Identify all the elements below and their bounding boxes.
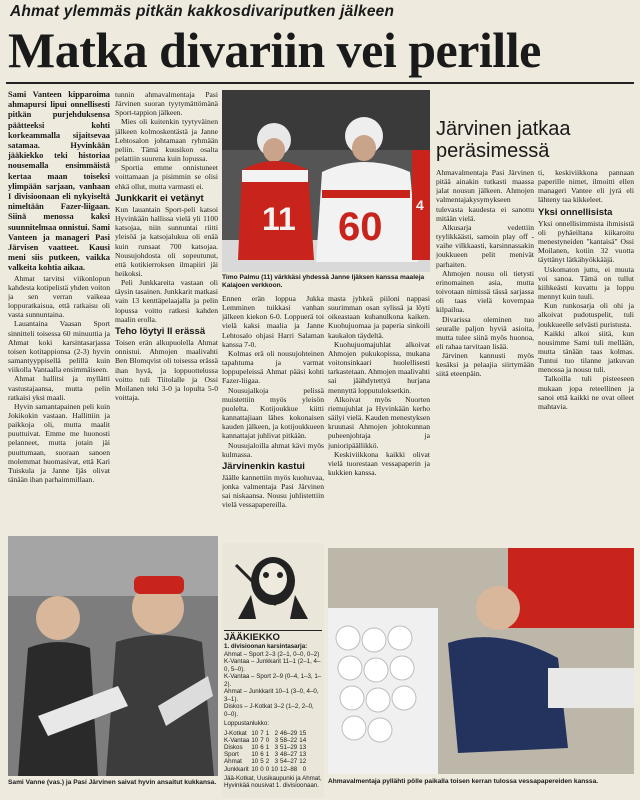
standings-cell: 3 — [274, 751, 279, 759]
two-men-with-flowers — [8, 536, 218, 776]
body-paragraph: Peli Junkkareita vastaan oli täysin tasainen. Junkkarit matkasi vain 13 kenttäpelaajalla ja pelin lopussa voitto ratkesi kahden maalin erolla. — [115, 278, 218, 324]
standings-row — [224, 766, 308, 773]
body-paragraph: Keskiviikkona kaikki olivat vielä tuorestaan vessapaperin ja kukkien kanssa. — [328, 449, 430, 477]
standings-cell: 0 — [265, 765, 270, 773]
body-paragraph: Hyvin samantapainen peli kuin Jokikokin vastaan. Hallittiin ja paikkoja oli, mutta maalit puuttuivat. Emme me huonosti pelanneet, mutta jotain jäi puuttumaan, suoraan sanoen molemmat huomasivat, että Kari Tuiskula ja Janne Ijäs olivat tänään ihan parhaimmillaan. — [8, 401, 110, 485]
body-paragraph: Toisen erän alkupuolella Ahmat onnistui. Ahmojen maalivahti Ben Blomqvist oli toisessa erässä ihan hyvä, ja loppuottelussa voitto tuli Tiitolalle ja Ossi Moilanen teki 3-0 ja lopulta 5-0 voittaja. — [115, 338, 218, 402]
standings-cell: 0 — [265, 736, 270, 744]
article-column-6 — [538, 168, 634, 546]
standings-cell: 15 — [299, 729, 307, 737]
standings-cell: 3 — [274, 743, 279, 751]
results-box — [222, 543, 324, 798]
body-paragraph: Ahmojen nousu oli tietysti erinomainen asia, mutta toivotaan nimissä tässä sarjassa oli taas vielä kovempaa kilpailua. — [436, 268, 534, 315]
box-title: JÄÄKIEKKO — [224, 630, 322, 643]
article-column-4 — [328, 294, 430, 544]
standings-cell: 10 — [251, 729, 259, 737]
standings-row — [224, 758, 308, 765]
standings-cell: 1 — [265, 729, 270, 737]
standings-cell: 0 — [260, 765, 264, 773]
result-line: Diskos – J-Kotkat 3–2 (1–2, 2–0, 0–0). — [224, 703, 314, 718]
headline: Matka divariin vei perille — [8, 22, 541, 78]
subheading: Teho löytyi II erässä — [115, 325, 206, 337]
photo-caption: Ahmavalmentaja pyllähti pölle paikalla toisen kerran tulossa vessapapereiden kanssa. — [328, 778, 599, 785]
result-line: K-Vantaa – Junkkarit 11–1 (2–1, 4–0, 5–0). — [224, 658, 321, 673]
photo-caption: Timo Palmu (11) värkkäsi yhdessä Janne Ijäksen kanssa maaleja Kalajoen verkkoon. — [222, 274, 425, 289]
standings-cell: 10 — [251, 758, 259, 766]
standings-cell: K-Vantaa — [224, 736, 250, 744]
hockey-players-illustration — [222, 90, 430, 272]
standings-cell: Sport — [224, 751, 239, 759]
standings-cell: 10 — [271, 765, 279, 773]
standings-cell: Junkkarit — [224, 765, 249, 773]
subheading: Yksi onnellisista — [538, 206, 613, 218]
result-line: K-Vantaa – Sport 2–9 (0–4, 1–3, 1–2). — [224, 673, 322, 688]
body-paragraph: Uskomaton juttu, ei muuta voi sanoa. Tämä on tullut kiihkeästi kuvattu ja loppu mennyt kuin tuuli. — [538, 264, 634, 302]
body-paragraph: Järvinen kannusti myös kesäksi ja pelaajia siirtymään siitä eteenpäin. — [436, 351, 534, 379]
body-paragraph: Sportia emme onnistuneet voittamaan ja pisimmin se olisi ehkä ollut, mutta varmasti ei. — [115, 163, 218, 191]
lead-paragraph: Sami Vanteen kipparoima ahmapursi lipui onnellisesti pitkän purjehduksensa päätteeksi kohti korkeammalla sijaitsevaa satamaa. Hyvinkään jääkiekko teki historiaa nousemalla ensimmäistä kertaa maan toiseksi ylimpään sarjaan, vanhaan I divisioonaan eli nykyiseltä nimeltään Fazer-liigaan. Siinä menossa kaksi suunnitelmaa onnistui. Sami Vanteen ja manageri Pasi Järvisen vaatteet. Kausi meni siis putkeen, vaikka valkeita kohtia aikaa. — [8, 90, 110, 273]
body-paragraph: Yksi onnellisimmista ihmisistä oli pyhäeiltana kiikaroitu menestyneiden "kantaisä" Ossi Moilanen, kotiin 32 vuotta täyttänyt lätkähyökkääjä. — [538, 218, 634, 265]
standings-cell: Diskos — [224, 743, 243, 751]
standings-cell: 10 — [251, 751, 259, 759]
body-paragraph: Talkoilla tuli pisteeseen mukaan jopa reteellinen ja sanoi että kaikki ne ovat olleet mahtavia. — [538, 374, 634, 411]
body-paragraph: Alkoivat myös Nuorten riemujuhlat ja Hyvinkään kerho säilyi vielä. Kauden menestyksen kruunasi Ahmojen johtokunnan puheenjohtaja ja junioripäällikkö. — [328, 394, 430, 450]
standings-cell: 12 — [299, 758, 307, 766]
body-paragraph: Kaikki alkoi siitä, kun nousimme Sami tuli mellään, mutta tänään taas kolmas. Tuntui tuo tilanne jatkuvan menossa ja nousu tuli. — [538, 328, 634, 375]
standings-cell: 13 — [299, 751, 307, 759]
standings-cell: 6 — [260, 743, 264, 751]
standings-cell: 10 — [251, 736, 259, 744]
body-paragraph: Alkusarja vedettiin tyylikkäästi, samoin play off -vaihe vilkkaasti, karsinnassakin joukkueen pelit menivät parhaiten. — [436, 222, 534, 269]
kicker: Ahmat ylemmäs pitkän kakkosdivariputken jälkeen — [10, 3, 395, 20]
standings-cell: 2 — [274, 729, 279, 737]
standings-cell: 46–29 — [280, 729, 298, 737]
standings-cell: 48–27 — [280, 751, 298, 759]
standings-cell: 1 — [265, 743, 270, 751]
standings-row — [224, 751, 308, 758]
subheading: Järvinenkin kastui — [222, 460, 305, 472]
body-paragraph: Lauantaina Vaasan Sport sinnitteli toisessa 60 minuuttia ja Ahmat koki karsintasarjassa toisen kotitappionsa (2-3) hyvin samantyyppisellä pelillä kuin viikolla Vantaalla ensimmäiseen. — [8, 319, 110, 375]
standings-cell: 54–27 — [280, 758, 298, 766]
standings-cell: J-Kotkat — [224, 729, 247, 737]
standings-row — [224, 730, 308, 737]
standings-row — [224, 737, 308, 744]
toilet-paper-photo — [328, 548, 634, 774]
body-paragraph: Kun runkosarja oli ohi ja alkoivat pudotuspelit, tuli joukkueelle selvästi puristusta. — [538, 301, 634, 329]
body-paragraph: Divarissa oleminen tuo seuralle paljon hyviä asioita, mutta tulee siinä myös huonoa, eli rahaa tarvitaan lisää. — [436, 314, 534, 351]
subheading: Junkkarit ei vetänyt — [115, 192, 204, 204]
hockey-mascot-icon — [226, 545, 320, 625]
body-paragraph: Nousujalkoja pelissä muistettiin myös yleisön puolelta. Kotijoukkue kiitti kannattajiaan lähes kokonaisen kauden jälkeen, ja kotijoukkueen kannattajat juhlivat pitkään. — [222, 385, 324, 441]
standings-cell: 5 — [260, 758, 264, 766]
celebration-photo — [8, 536, 218, 776]
standings-cell: 3 — [274, 758, 279, 766]
jersey-number: 4 — [416, 197, 424, 213]
headline-rule — [6, 82, 634, 84]
result-line: Ahmat – Junkkarit 10–1 (3–0, 4–0, 3–1). — [224, 688, 319, 703]
sidebar-headline: Järvinen jatkaa peräsimessä — [436, 118, 571, 162]
standings-cell: 14 — [299, 736, 307, 744]
box-footer: Jää-Kotkat, Uusikaupunki ja Ahmat, Hyvinkää nousivat 1. divisioonaan. — [224, 774, 322, 790]
standings-cell: 51–29 — [280, 743, 298, 751]
body-paragraph: Mies oli kuitenkin tyytyväinen jälkeen kolmoskentästä ja Janne Lehtosalon johtamaan ryhmään peliin. Tämä kuusikon osalta pelattiin suurena kuin lopussa. — [115, 117, 218, 164]
body-paragraph: Ahmavalmentaja Pasi Järvinen pitää ainakin tutkasti maassa jalat nousun jälkeen. Ahmojen valmentajakysymykseen tulevasta kaudesta ei sanottu mitään vielä. — [436, 168, 534, 223]
body-paragraph: Jäälle kannettiin myös kuohuvaa, jonka valmentaja Pasi Järvinen sai niskaansa. Nousu juhlistettiin vielä vessapapereilla. — [222, 472, 324, 510]
standings-cell: 3 — [274, 736, 279, 744]
standings-cell: 2 — [265, 758, 270, 766]
coach-with-toilet-paper — [328, 548, 634, 774]
standings-cell: 58–22 — [280, 736, 298, 744]
body-paragraph: Kolmas erä oli nousujohteinen tapahtuma ja varmat loppupeleissä Ahmat pääsi kohti Fazer-liigaa. — [222, 348, 324, 386]
article-column-3 — [222, 294, 324, 539]
body-paragraph: Nousujaloilla ahmat kävi myös kulmassa. — [222, 440, 324, 459]
article-column-5 — [436, 168, 534, 546]
jersey-number: 60 — [338, 205, 383, 249]
body-paragraph: Ahmat hallitsi ja myllätti vastustajaansa, mutta pelin ratkaisi yksi maali. — [8, 374, 110, 402]
result-line: Ahmat – Sport 2–3 (2–1, 0–0, 0–2) — [224, 650, 320, 658]
body-paragraph: Ahmat tarvitsi viikonlopun kahdesta kotipelistä yhden voiton ja sen verran vaikeaa loppuratkaisua, että ratkaisu oli vasta sunnuntaina. — [8, 273, 110, 320]
body-paragraph: Kuohujuomajuhlat alkoivat Ahmojen pukukopissa, mukana voitonsinkaari huolellisesti tarkastetaan. Ahmojen maalivahti sai jäähdytettyä hurjana mennyttä lopputuloksetkin. — [328, 339, 430, 395]
body-paragraph: Ennen erän loppua Jukka Lemminen tuikkasi vanhan jälkeen kiekon 6-0. Loppuerä toi vielä kaksi maalia ja Janne Lehtosalo ohjasi Harri Salaman kanssa 7-0. — [222, 294, 324, 349]
standings-row — [224, 744, 308, 751]
standings-cell: 7 — [260, 729, 264, 737]
body-paragraph: masta jyhkeä piiloni nappasi suurimman osan sylissä ja löyti oikeastaan kuhanulkona kaiken. Kuohujuomaa ja paperia sinkoili kaukalon täydeltä. — [328, 294, 430, 340]
article-column-2 — [115, 90, 218, 530]
standings-cell: 0 — [302, 765, 307, 773]
photo-caption: Sami Vanne (vas.) ja Pasi Järvinen saivat hyvin ansaitut kukkansa. — [8, 779, 217, 786]
standings-cell: Ahmat — [224, 758, 242, 766]
standings-cell: 10 — [251, 765, 259, 773]
standings-cell: 13 — [299, 743, 307, 751]
standings-table — [224, 730, 308, 773]
standings-cell: 1 — [265, 751, 270, 759]
standings-cell: 12–88 — [280, 765, 298, 773]
jersey-number: 11 — [262, 201, 296, 237]
article-column-1 — [8, 90, 110, 530]
body-paragraph: ti, keskiviikkona pannaan paperille nimet, ilmoitti ellen manageri Vantee eli jyrä eli lähteny taa kikkeleet. — [538, 168, 634, 205]
hockey-action-photo — [222, 90, 430, 272]
body-paragraph: Kun lauantain Sport-peli katsoi Hyvinkään hallissa vielä yli 1100 katsojaa, niin sunnuntai riitti yleisöä ja katsojalukua oli enää kuin runsaat 700 katsojaa. Nousujohdosta oli sopeutunut, että kotikierroksen ilmapiiri jäi heikoksi. — [115, 204, 218, 278]
standings-cell: 7 — [260, 736, 264, 744]
body-paragraph: tunnin ahmavalmentaja Pasi Järvinen suoran tyytymättömänä Sport-tappion jälkeen. — [115, 90, 218, 118]
standings-title: Loppustanlukko: — [224, 720, 270, 727]
box-subtitle: 1. divisioonan karsintasarja: — [224, 643, 308, 650]
standings-cell: 6 — [260, 751, 264, 759]
standings-cell: 10 — [251, 743, 259, 751]
